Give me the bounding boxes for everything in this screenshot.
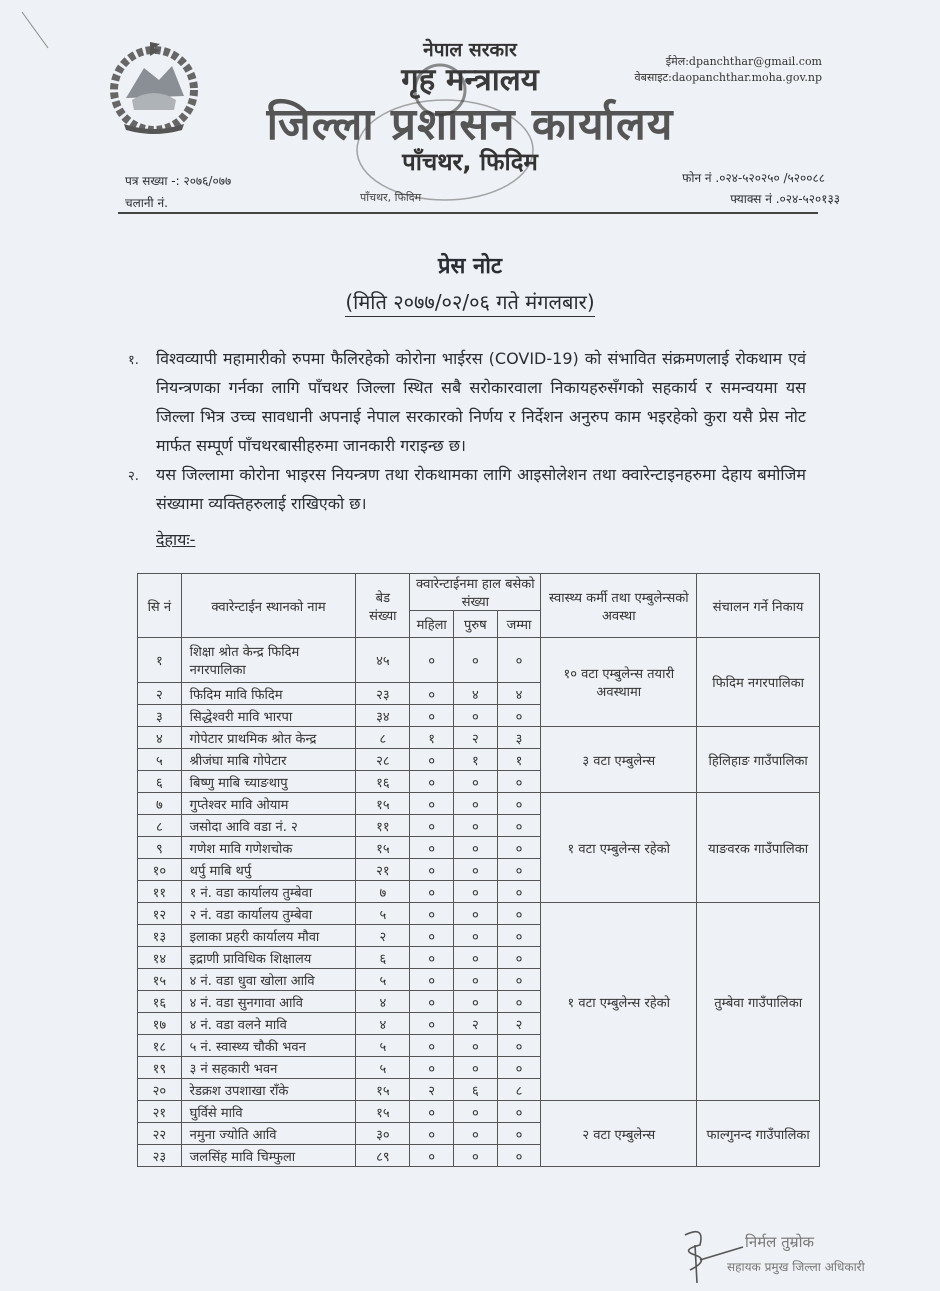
office-name: जिल्ला प्रशासन कार्यालय <box>266 99 674 150</box>
row-female: ० <box>410 793 454 815</box>
annex-label: देहायः- <box>156 530 196 549</box>
row-total: ० <box>497 903 541 925</box>
row-name: बिष्णु माबि च्याङथापु <box>181 771 356 793</box>
row-sn: ३ <box>138 705 182 727</box>
government-name: नेपाल सरकार <box>423 39 517 61</box>
row-female: ० <box>410 1035 454 1057</box>
dispatch-number: चलानी नं. <box>125 196 168 210</box>
row-female: ० <box>410 837 454 859</box>
row-name: जलसिंह मावि चिम्फुला <box>181 1145 356 1167</box>
row-name: ४ नं. वडा धुवा खोला आवि <box>181 969 356 991</box>
header-name: क्वारेन्टाईन स्थानको नाम <box>181 574 356 638</box>
row-beds: ६ <box>356 947 410 969</box>
stamp-location: पाँचथर, फिदिम <box>360 191 422 204</box>
table-row <box>138 638 820 683</box>
row-sn: १० <box>138 859 182 881</box>
row-beds: ३० <box>356 1123 410 1145</box>
date-text: (मिति २०७७/०२/०६ गते मंगलबार) <box>345 290 594 317</box>
row-beds: १५ <box>356 837 410 859</box>
table-row <box>138 1101 820 1123</box>
row-name: इलाका प्रहरी कार्यालय मौवा <box>181 925 356 947</box>
header-health: स्वास्थ्य कर्मी तथा एम्बुलेन्सको अवस्था <box>541 574 697 638</box>
row-female: ० <box>410 1123 454 1145</box>
row-total: ० <box>497 1145 541 1167</box>
row-male: ० <box>454 991 498 1013</box>
quarantine-table <box>137 573 820 1167</box>
header-female: महिला <box>410 611 454 638</box>
row-male: १ <box>454 749 498 771</box>
group-health-status: ३ वटा एम्बुलेन्स <box>541 727 697 793</box>
row-sn: ५ <box>138 749 182 771</box>
row-name: गुप्तेश्वर मावि ओयाम <box>181 793 356 815</box>
row-total: ३ <box>497 727 541 749</box>
paragraph-number: २. <box>128 469 139 484</box>
signatory-name: निर्मल तुम्रोक <box>745 1233 815 1251</box>
ministry-name: गृह मन्त्रालय <box>401 62 539 98</box>
row-sn: १४ <box>138 947 182 969</box>
row-beds: २ <box>356 925 410 947</box>
office-email: ईमेल:dpanchthar@gmail.com <box>665 55 822 68</box>
office-website: वेबसाइट:daopanchthar.moha.gov.np <box>634 71 822 84</box>
row-male: २ <box>454 1013 498 1035</box>
row-male: ० <box>454 1035 498 1057</box>
row-name: श्रीजंघा माबि गोपेटार <box>181 749 356 771</box>
letter-number: पत्र सख्या -: २०७६/०७७ <box>125 174 232 188</box>
row-beds: ८९ <box>356 1145 410 1167</box>
row-sn: १७ <box>138 1013 182 1035</box>
office-stamp <box>345 55 545 210</box>
row-beds: ४५ <box>356 638 410 683</box>
row-male: ० <box>454 1123 498 1145</box>
row-name: १ नं. वडा कार्यालय तुम्बेवा <box>181 881 356 903</box>
row-sn: २३ <box>138 1145 182 1167</box>
row-beds: ४ <box>356 1013 410 1035</box>
row-name: इद्राणी प्राविधिक शिक्षालय <box>181 947 356 969</box>
group-operator: हिलिहाङ गाउँपालिका <box>697 727 820 793</box>
row-female: ० <box>410 947 454 969</box>
row-male: ० <box>454 903 498 925</box>
row-total: ० <box>497 991 541 1013</box>
row-sn: ८ <box>138 815 182 837</box>
row-total: ४ <box>497 683 541 705</box>
header-divider <box>118 212 818 214</box>
row-female: ० <box>410 1145 454 1167</box>
header-sn: सि नं <box>138 574 182 638</box>
row-beds: ११ <box>356 815 410 837</box>
row-total: ० <box>497 793 541 815</box>
row-name: जसोदा आवि वडा नं. २ <box>181 815 356 837</box>
table-row <box>138 793 820 815</box>
row-female: ० <box>410 925 454 947</box>
row-total: ८ <box>497 1079 541 1101</box>
row-male: ० <box>454 837 498 859</box>
row-female: ० <box>410 683 454 705</box>
row-beds: १५ <box>356 793 410 815</box>
row-beds: ४ <box>356 991 410 1013</box>
row-sn: १३ <box>138 925 182 947</box>
row-beds: ३४ <box>356 705 410 727</box>
row-male: ० <box>454 815 498 837</box>
document-date <box>0 288 940 315</box>
row-beds: ५ <box>356 969 410 991</box>
signature-scribble <box>675 1225 745 1285</box>
group-health-status: १ वटा एम्बुलेन्स रहेको <box>541 903 697 1101</box>
district-name: पाँचथर, फिदिम <box>402 148 538 176</box>
row-total: ० <box>497 947 541 969</box>
row-total: १ <box>497 749 541 771</box>
row-female: १ <box>410 727 454 749</box>
row-sn: २१ <box>138 1101 182 1123</box>
row-sn: २२ <box>138 1123 182 1145</box>
table-row <box>138 727 820 749</box>
group-operator: फाल्गुनन्द गाउँपालिका <box>697 1101 820 1167</box>
group-health-status: २ वटा एम्बुलेन्स <box>541 1101 697 1167</box>
row-beds: २३ <box>356 683 410 705</box>
row-female: ० <box>410 705 454 727</box>
row-name: सिद्धेश्वरी मावि भारपा <box>181 705 356 727</box>
group-operator: तुम्बेवा गाउँपालिका <box>697 903 820 1101</box>
header-male: पुरुष <box>454 611 498 638</box>
row-beds: २८ <box>356 749 410 771</box>
row-beds: ८ <box>356 727 410 749</box>
group-health-status: १० वटा एम्बुलेन्स तयारी अवस्थामा <box>541 638 697 727</box>
row-total: २ <box>497 1013 541 1035</box>
header-current: क्वारेन्टाईनमा हाल बसेको संख्या <box>410 574 541 611</box>
row-total: ० <box>497 638 541 683</box>
row-male: ० <box>454 859 498 881</box>
row-male: ६ <box>454 1079 498 1101</box>
row-sn: ७ <box>138 793 182 815</box>
row-total: ० <box>497 925 541 947</box>
header-beds: बेड संख्या <box>356 574 410 638</box>
row-male: ० <box>454 925 498 947</box>
row-total: ० <box>497 771 541 793</box>
row-sn: ९ <box>138 837 182 859</box>
row-name: नमुना ज्योति आवि <box>181 1123 356 1145</box>
row-female: ० <box>410 1013 454 1035</box>
row-female: ० <box>410 749 454 771</box>
row-sn: ४ <box>138 727 182 749</box>
row-name: ४ नं. वडा वलने मावि <box>181 1013 356 1035</box>
office-fax: फ्याक्स नं .०२४-५२०१३३ <box>730 192 840 206</box>
row-female: ० <box>410 815 454 837</box>
table-body <box>138 638 820 1167</box>
signatory-title: सहायक प्रमुख जिल्ला अधिकारी <box>727 1260 865 1274</box>
row-female: ० <box>410 991 454 1013</box>
row-male: ० <box>454 969 498 991</box>
group-operator: याङवरक गाउँपालिका <box>697 793 820 903</box>
row-female: ० <box>410 881 454 903</box>
row-male: ४ <box>454 683 498 705</box>
table-row <box>138 903 820 925</box>
document-title: प्रेस नोट <box>437 254 503 279</box>
table-header-row <box>138 574 820 611</box>
row-total: ० <box>497 881 541 903</box>
row-name: गोपेटार प्राथमिक श्रोत केन्द्र <box>181 727 356 749</box>
row-sn: १२ <box>138 903 182 925</box>
row-male: ० <box>454 1057 498 1079</box>
row-sn: ६ <box>138 771 182 793</box>
row-total: ० <box>497 815 541 837</box>
row-sn: १५ <box>138 969 182 991</box>
group-operator: फिदिम नगरपालिका <box>697 638 820 727</box>
row-male: ० <box>454 705 498 727</box>
row-female: ० <box>410 859 454 881</box>
row-name: रेडक्रश उपशाखा राँके <box>181 1079 356 1101</box>
row-beds: १५ <box>356 1079 410 1101</box>
row-total: ० <box>497 705 541 727</box>
row-total: ० <box>497 1123 541 1145</box>
row-male: ० <box>454 1101 498 1123</box>
row-female: ० <box>410 771 454 793</box>
row-male: ० <box>454 793 498 815</box>
row-name: ५ नं. स्वास्थ्य चौकी भवन <box>181 1035 356 1057</box>
row-total: ० <box>497 1057 541 1079</box>
row-beds: ५ <box>356 1035 410 1057</box>
row-total: ० <box>497 1101 541 1123</box>
row-male: ० <box>454 1145 498 1167</box>
row-male: २ <box>454 727 498 749</box>
group-health-status: १ वटा एम्बुलेन्स रहेको <box>541 793 697 903</box>
paragraph-number: १. <box>128 353 139 368</box>
row-beds: ७ <box>356 881 410 903</box>
row-beds: ५ <box>356 903 410 925</box>
office-phone: फोन नं .०२४-५२०२५० /५२००८८ <box>682 171 825 185</box>
row-name: घुर्विसे मावि <box>181 1101 356 1123</box>
row-female: २ <box>410 1079 454 1101</box>
paragraph-1: विश्वव्यापी महामारीको रुपमा फैलिरहेको कोरोना भाईरस (COVID-19) को संभावित संक्रमणलाई रोकथाम एवं नियन्त्रणका गर्नका लागि पाँचथर जिल्ला स्थित सबै सरोकारवाला निकायहरुसँगको सहकार्य र समन्वयमा यस जिल्ला भित्र उच्च सावधानी अपनाई नेपाल सरकारको निर्णय र निर्देशन अनुरुप काम भइरहेको कुरा यसै प्रेस नोट मार्फत सम्पूर्ण पाँचथरबासीहरुमा जानकारी गराइन्छ छ। <box>156 349 806 455</box>
row-total: ० <box>497 837 541 859</box>
row-female: ० <box>410 1101 454 1123</box>
row-female: ० <box>410 969 454 991</box>
row-female: ० <box>410 1057 454 1079</box>
row-name: गणेश मावि गणेशचोक <box>181 837 356 859</box>
row-total: ० <box>497 969 541 991</box>
row-male: ० <box>454 638 498 683</box>
row-sn: २ <box>138 683 182 705</box>
row-total: ० <box>497 1035 541 1057</box>
row-male: ० <box>454 881 498 903</box>
header-total: जम्मा <box>497 611 541 638</box>
paragraph-2: यस जिल्लामा कोरोना भाइरस नियन्त्रण तथा रोकथामका लागि आइसोलेशन तथा क्वारेन्टाइनहरुमा देहाय बमोजिम संख्यामा व्यक्तिहरुलाई राखिएको छ। <box>156 465 806 513</box>
row-name: थर्पु माबि थर्पु <box>181 859 356 881</box>
row-beds: १६ <box>356 771 410 793</box>
row-name: ४ नं. वडा सुनगावा आवि <box>181 991 356 1013</box>
row-sn: १८ <box>138 1035 182 1057</box>
row-name: फिदिम मावि फिदिम <box>181 683 356 705</box>
header-operator: संचालन गर्ने निकाय <box>697 574 820 638</box>
row-name: शिक्षा श्रोत केन्द्र फिदिम नगरपालिका <box>181 638 356 683</box>
row-female: ० <box>410 903 454 925</box>
row-sn: १ <box>138 638 182 683</box>
row-sn: २० <box>138 1079 182 1101</box>
row-female: ० <box>410 638 454 683</box>
row-beds: ५ <box>356 1057 410 1079</box>
row-beds: १५ <box>356 1101 410 1123</box>
row-sn: १९ <box>138 1057 182 1079</box>
row-sn: १६ <box>138 991 182 1013</box>
row-beds: २१ <box>356 859 410 881</box>
row-sn: ११ <box>138 881 182 903</box>
row-name: ३ नं सहकारी भवन <box>181 1057 356 1079</box>
row-total: ० <box>497 859 541 881</box>
row-name: २ नं. वडा कार्यालय तुम्बेवा <box>181 903 356 925</box>
row-male: ० <box>454 771 498 793</box>
row-male: ० <box>454 947 498 969</box>
